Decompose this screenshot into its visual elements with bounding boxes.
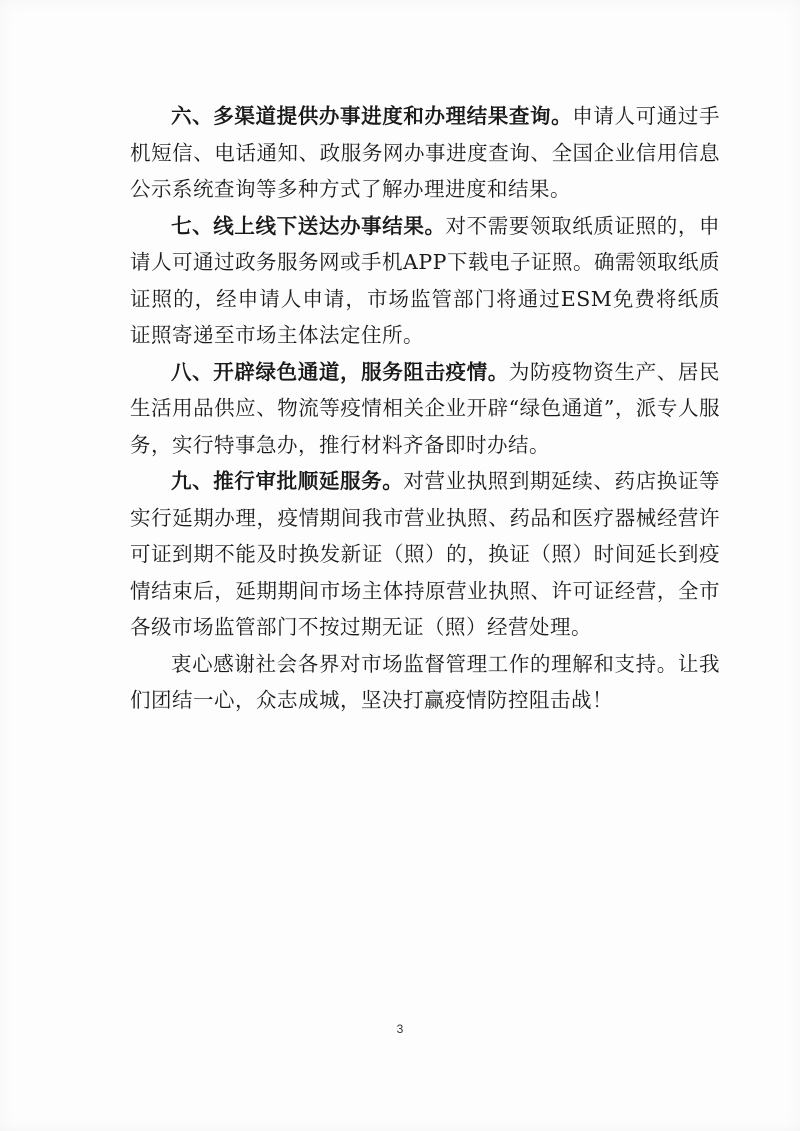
closing-paragraph: 衷心感谢社会各界对市场监督管理工作的理解和支持。让我们团结一心，众志成城，坚决打赢疫情防控阻击战！ (130, 651, 720, 712)
paragraph-seven (130, 208, 720, 354)
paragraph-six (130, 98, 720, 208)
paragraph-heading: 七、线上线下送达办事结果。 (171, 213, 446, 238)
paragraph-text: 为防疫物资生产、居民生活用品供应、物流等疫情相关企业开辟“绿色通道”，派专人服务，实行特事急办，推行材料齐备即时办结。 (130, 359, 721, 457)
page-number: 3 (396, 1022, 404, 1036)
paragraph-heading: 八、开辟绿色通道，服务阻击疫情。 (171, 359, 509, 384)
paragraph-nine (130, 463, 720, 646)
paragraph-text: 对不需要领取纸质证照的，申请人可通过政务服务网或手机APP下载电子证照。确需领取纸质证照的，经申请人申请，市场监管部门将通过ESM免费将纸质证照寄递至市场主体法定住所。 (130, 213, 721, 347)
paragraph-heading: 六、多渠道提供办事进度和办理结果查询。 (171, 104, 573, 128)
document-body (130, 98, 720, 719)
paragraph-heading: 九、推行审批顺延服务。 (171, 469, 404, 493)
paragraph-text: 对营业执照到期延续、药店换证等实行延期办理，疫情期间我市营业执照、药品和医疗器械经营许可证到期不能及时换发新证（照）的，换证（照）时间延长到疫情结束后，延期期间市场主体持原营业执照、许可证经营，全市各级市场监管部门不按过期无证（照）经营处理。 (130, 469, 721, 639)
paragraph-text: 申请人可通过手机短信、电话通知、政服务网办事进度查询、全国企业信用信息公示系统查询等多种方式了解办理进度和结果。 (130, 104, 721, 201)
paragraph-eight (130, 354, 720, 464)
